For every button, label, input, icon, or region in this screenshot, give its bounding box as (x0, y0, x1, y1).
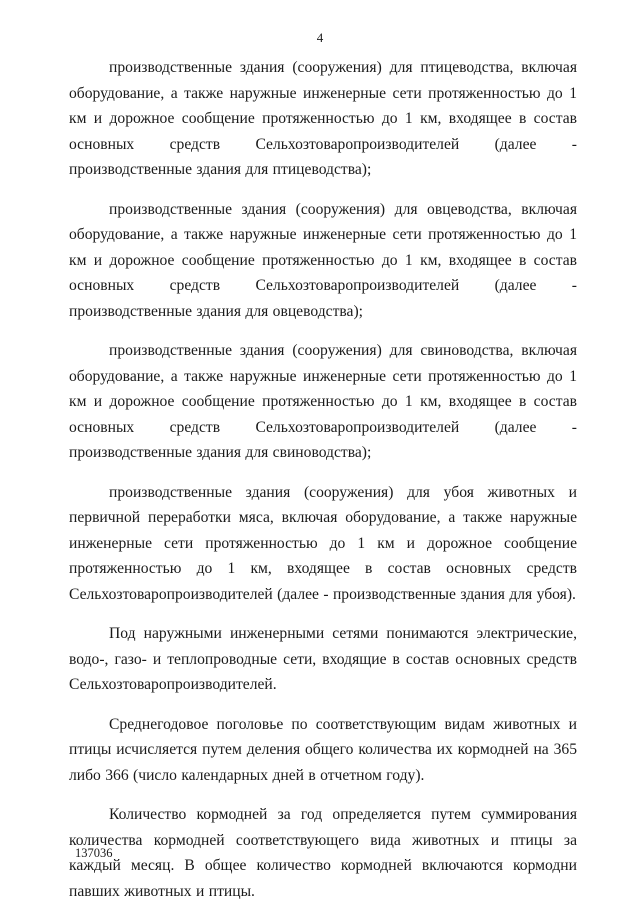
document-body (69, 55, 577, 918)
paragraph-poultry-buildings: производственные здания (сооружения) для птицеводства, включая оборудование, а также наружные инженерные сети протяженностью до 1 км и дорожное сообщение протяженностью до 1 км, входящее в состав основных средств Сельхозтоваропроизводителей (далее - производственные здания для птицеводства); (69, 59, 577, 178)
page-number: 4 (316, 30, 324, 45)
paragraph-utility-networks: Под наружными инженерными сетями понимаются электрические, водо-, газо- и теплопроводные сети, входящие в состав основных средств Сельхозтоваропроизводителей. (69, 625, 577, 693)
document-code: 137036 (75, 846, 113, 860)
paragraph-average-livestock: Среднегодовое поголовье по соответствующим видам животных и птицы исчисляется путем деления общего количества их кормодней на 365 либо 366 (число календарных дней в отчетном году). (69, 715, 577, 784)
paragraph-pig-buildings: производственные здания (сооружения) для свиноводства, включая оборудование, а также наружные инженерные сети протяженностью до 1 км и дорожное сообщение протяженностью до 1 км, входящее в состав основных средств Сельхозтоваропроизводителей (далее - производственные здания для свиноводства); (69, 342, 577, 461)
paragraph-feed-days: Количество кормодней за год определяется путем суммирования количества кормодней соответствующего вида животных и птицы за каждый месяц. В общее количество кормодней включаются кормодни павших животных и птицы. (69, 806, 577, 900)
paragraph-slaughter-buildings: производственные здания (сооружения) для убоя животных и первичной переработки мяса, включая оборудование, а также наружные инженерные сети протяженностью до 1 км и дорожное сообщение протяженностью до 1 км, входящее в состав основных средств Сельхозтоваропроизводителей (далее - производственные здания для убоя). (69, 483, 577, 603)
paragraph-sheep-buildings: производственные здания (сооружения) для овцеводства, включая оборудование, а также наружные инженерные сети протяженностью до 1 км и дорожное сообщение протяженностью до 1 км, входящее в состав основных средств Сельхозтоваропроизводителей (далее - производственные здания для овцеводства); (69, 200, 577, 320)
